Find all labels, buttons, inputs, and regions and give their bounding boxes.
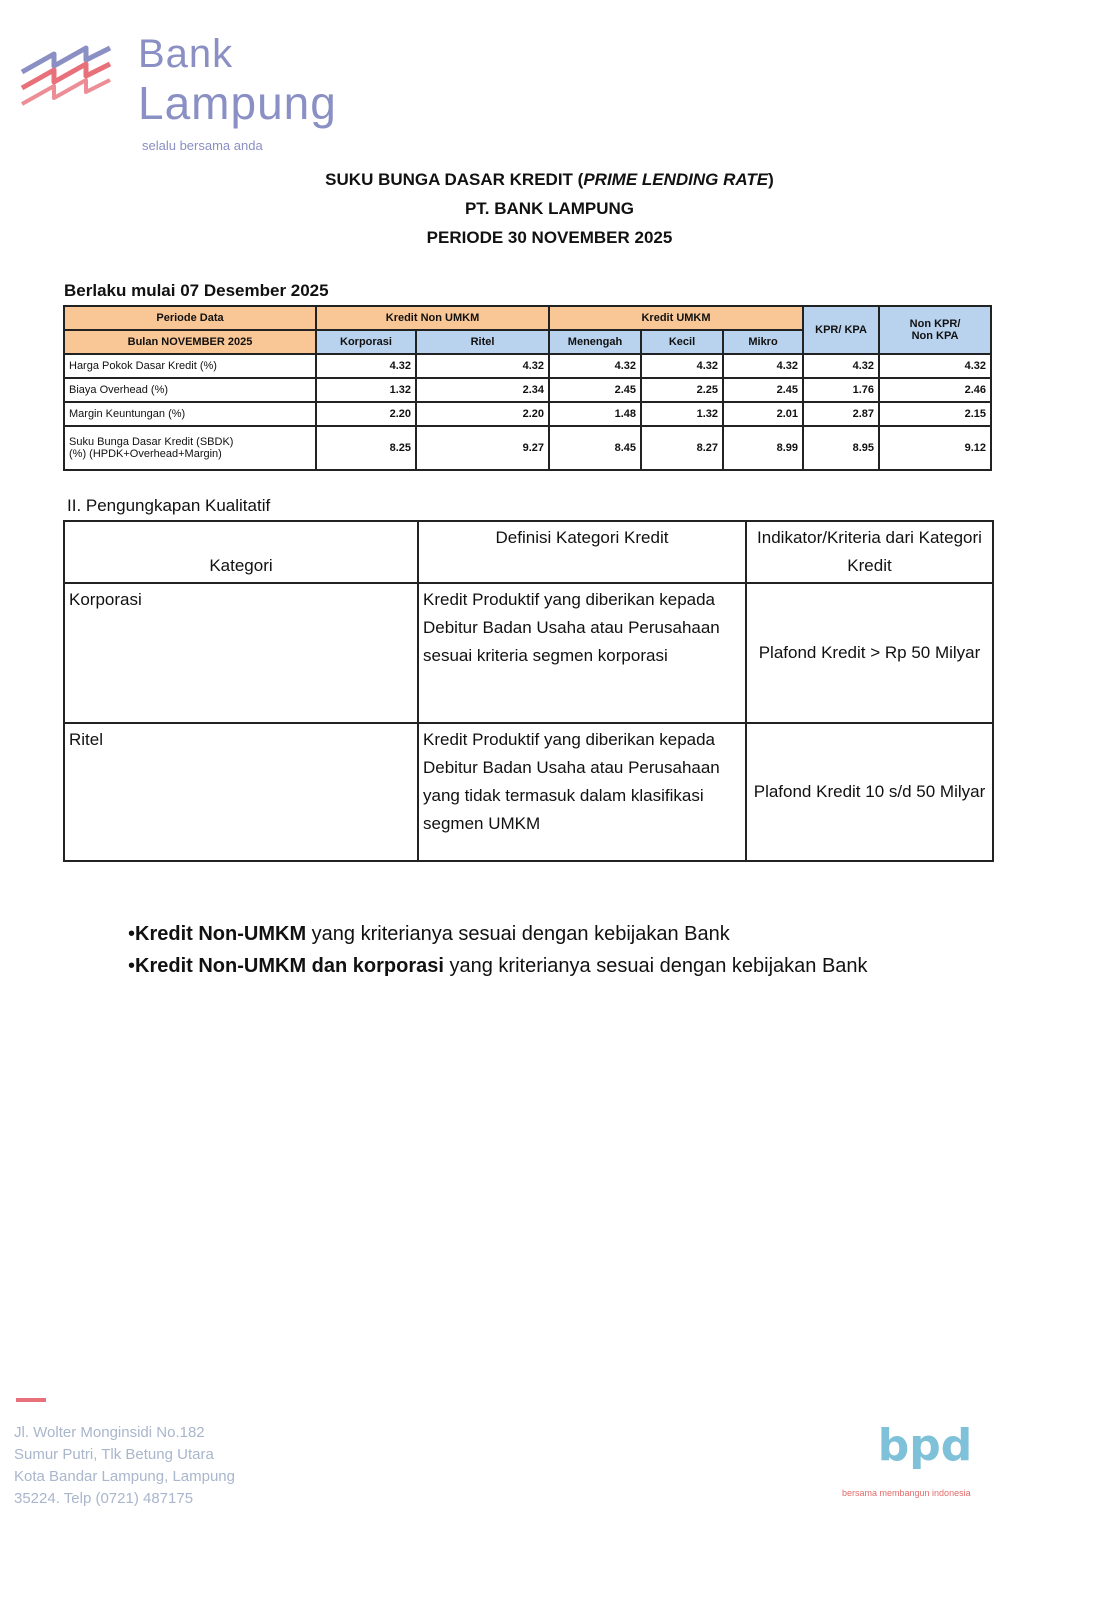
row-label: Margin Keuntungan (%) [64,402,316,426]
table-cell: 4.32 [316,354,416,378]
bullet-icon: • [128,923,136,945]
bpd-logo [880,1412,970,1482]
heading-line-1 [0,165,1099,194]
table-row [64,402,991,426]
table-cell: 2.46 [879,378,991,402]
col-mikro: Mikro [723,330,803,354]
logo-name-text: Lampung [138,77,337,129]
logo-bank-text: Bank [138,32,234,76]
table-cell: 8.45 [549,426,641,470]
group-non-kpr-line-2: Non KPA [911,330,959,342]
table-cell: 2.01 [723,402,803,426]
table-cell: 2.34 [416,378,549,402]
header-indikator: Indikator/Kriteria dari Kategori Kredit [746,521,993,583]
notes-list [128,918,868,982]
table-cell: 2.45 [549,378,641,402]
table-cell: 4.32 [723,354,803,378]
table-row [64,426,991,470]
heading-line-1-italic: PRIME LENDING RATE [583,170,769,189]
period-label-2: Bulan NOVEMBER 2025 [64,330,316,354]
row-label [64,426,316,470]
bpd-logo-text: bpd [880,1420,970,1471]
address-line: 35224. Telp (0721) 487175 [14,1490,194,1507]
note-text: yang kriterianya sesuai dengan kebijakan Bank [443,955,868,977]
heading-line-1-suffix: ) [768,170,774,189]
rates-table [63,305,992,471]
table-cell: 4.32 [549,354,641,378]
table-cell: 1.32 [316,378,416,402]
table-cell: 2.45 [723,378,803,402]
table-cell: 2.20 [316,402,416,426]
heading-line-2: PT. BANK LAMPUNG [464,199,635,218]
note-text: yang kriterianya sesuai dengan kebijakan Bank [306,923,730,945]
table-cell: 1.76 [803,378,879,402]
table-cell: 2.87 [803,402,879,426]
table-cell: 2.25 [641,378,723,402]
note-bold: Kredit Non-UMKM dan korporasi [135,955,444,977]
row-label: Harga Pokok Dasar Kredit (%) [64,354,316,378]
address-line: Jl. Wolter Monginsidi No.182 [14,1424,205,1441]
table-cell: 8.99 [723,426,803,470]
document-heading [0,165,1099,252]
table-cell: 4.32 [641,354,723,378]
kategori-cell: Korporasi [64,583,418,723]
row-label-line-2: (%) (HPDK+Overhead+Margin) [69,448,222,460]
footer-address [14,1422,235,1510]
col-ritel: Ritel [416,330,549,354]
col-kpr: KPR/ KPA [803,306,879,354]
table-cell: 1.48 [549,402,641,426]
table-cell: 9.12 [879,426,991,470]
row-label-line-1: Suku Bunga Dasar Kredit (SBDK) [69,436,234,448]
table-cell: 4.32 [879,354,991,378]
bullet-icon: • [128,955,136,977]
qualitative-table [63,520,994,862]
heading-line-3: PERIODE 30 NOVEMBER 2025 [426,228,673,247]
header-kategori: Kategori [64,521,418,583]
table-cell: 9.27 [416,426,549,470]
table-cell: 1.32 [641,402,723,426]
table-row [64,723,993,861]
group-non-umkm: Kredit Non UMKM [316,306,549,330]
row-label: Biaya Overhead (%) [64,378,316,402]
rates-header-row-1 [64,306,991,330]
qualitative-header-row [64,521,993,583]
period-label-1: Periode Data [64,306,316,330]
table-cell: 4.32 [416,354,549,378]
address-line: Kota Bandar Lampung, Lampung [14,1468,235,1485]
kategori-cell: Ritel [64,723,418,861]
table-row [64,354,991,378]
table-row [64,378,991,402]
footer-accent-line [16,1398,46,1402]
table-cell: 8.95 [803,426,879,470]
col-menengah: Menengah [549,330,641,354]
logo-tagline: selalu bersama anda [142,138,263,153]
group-non-kpr [879,306,991,354]
list-item [128,950,868,982]
bpd-tagline: bersama membangun indonesia [842,1488,971,1498]
table-cell: 8.27 [641,426,723,470]
table-cell: 2.15 [879,402,991,426]
col-kecil: Kecil [641,330,723,354]
indikator-cell: Plafond Kredit > Rp 50 Milyar [746,583,993,723]
table-cell: 8.25 [316,426,416,470]
table-cell: 2.20 [416,402,549,426]
group-umkm: Kredit UMKM [549,306,803,330]
heading-line-1-prefix: SUKU BUNGA DASAR KREDIT ( [325,170,584,189]
qualitative-title: II. Pengungkapan Kualitatif [67,496,271,515]
effective-date: Berlaku mulai 07 Desember 2025 [64,281,329,300]
bpd-logo-icon [880,1412,970,1482]
definisi-cell: Kredit Produktif yang diberikan kepada Debitur Badan Usaha atau Perusahaan yang tidak termasuk dalam klasifikasi segmen UMKM [418,723,746,861]
definisi-cell: Kredit Produktif yang diberikan kepada Debitur Badan Usaha atau Perusahaan sesuai kriteria segmen korporasi [418,583,746,723]
indikator-cell: Plafond Kredit 10 s/d 50 Milyar [746,723,993,861]
table-row [64,583,993,723]
table-cell: 4.32 [803,354,879,378]
col-korporasi: Korporasi [316,330,416,354]
group-non-kpr-line-1: Non KPR/ [909,318,961,330]
note-bold: Kredit Non-UMKM [135,923,307,945]
list-item [128,918,868,950]
address-line: Sumur Putri, Tlk Betung Utara [14,1446,214,1463]
bank-logo-mark-icon [14,32,124,112]
header-definisi: Definisi Kategori Kredit [418,521,746,583]
bank-logo [14,20,337,153]
